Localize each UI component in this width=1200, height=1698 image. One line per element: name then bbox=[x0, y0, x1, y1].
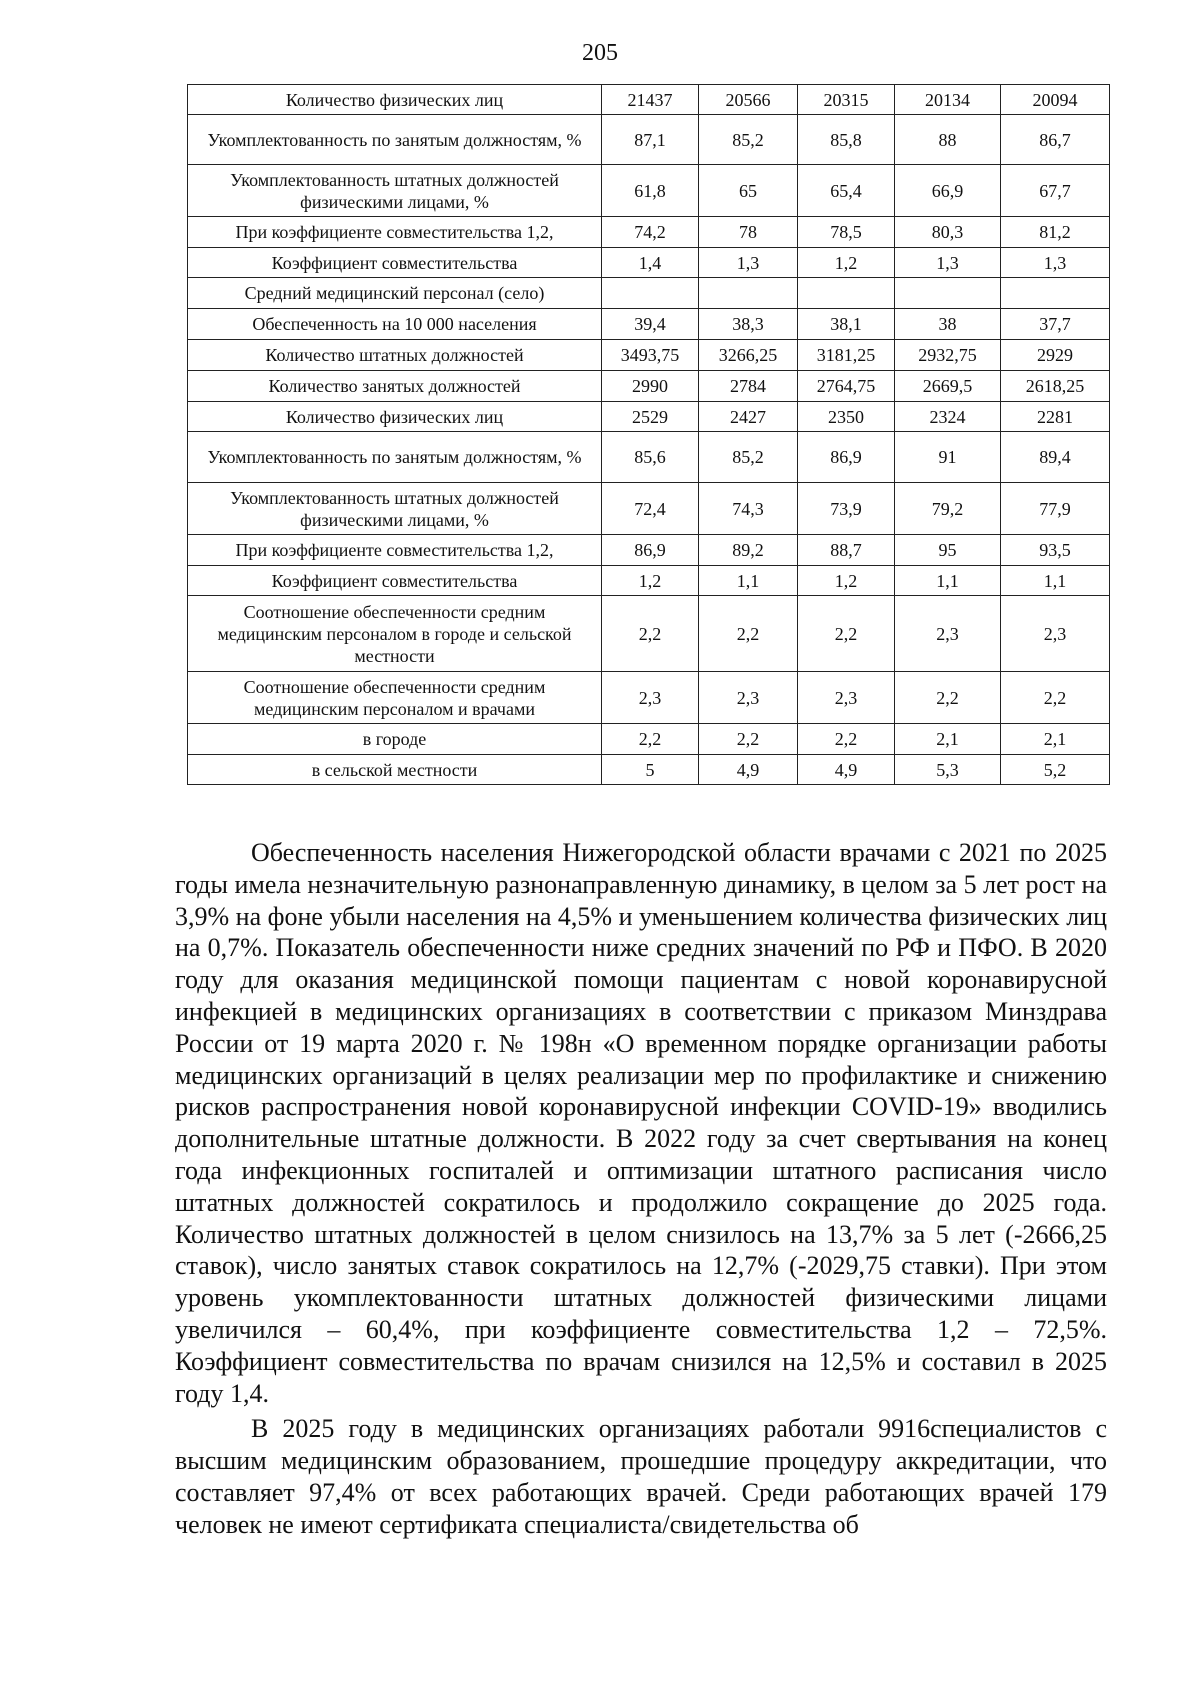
table-cell: 2618,25 bbox=[1001, 371, 1110, 402]
table-cell: 1,4 bbox=[602, 248, 699, 278]
table-cell: 2932,75 bbox=[895, 340, 1001, 371]
row-label: Укомплектованность штатных должностей физическими лицами, % bbox=[188, 165, 602, 217]
row-label: в городе bbox=[188, 724, 602, 755]
table-cell: 39,4 bbox=[602, 309, 699, 340]
table-cell: 5 bbox=[602, 755, 699, 785]
table-cell: 2,3 bbox=[602, 672, 699, 724]
row-label: Коэффициент совместительства bbox=[188, 566, 602, 596]
table-cell: 67,7 bbox=[1001, 165, 1110, 217]
table-cell: 85,2 bbox=[699, 115, 798, 165]
table-cell: 21437 bbox=[602, 85, 699, 115]
table-cell: 20134 bbox=[895, 85, 1001, 115]
table-cell: 3493,75 bbox=[602, 340, 699, 371]
table-cell: 74,3 bbox=[699, 483, 798, 535]
table-cell: 1,2 bbox=[798, 566, 895, 596]
row-label: Укомплектованность штатных должностей физическими лицами, % bbox=[188, 483, 602, 535]
table-row bbox=[188, 535, 1110, 566]
table-cell: 2764,75 bbox=[798, 371, 895, 402]
table-cell: 20315 bbox=[798, 85, 895, 115]
table-row bbox=[188, 432, 1110, 483]
table-cell: 65,4 bbox=[798, 165, 895, 217]
table-cell: 2281 bbox=[1001, 402, 1110, 432]
row-label: Укомплектованность по занятым должностям, % bbox=[188, 115, 602, 165]
table-cell: 2,3 bbox=[798, 672, 895, 724]
table-row bbox=[188, 724, 1110, 755]
table-body bbox=[188, 85, 1110, 785]
table-cell: 2324 bbox=[895, 402, 1001, 432]
table-cell: 2,3 bbox=[699, 672, 798, 724]
table-cell: 74,2 bbox=[602, 217, 699, 248]
table-cell: 80,3 bbox=[895, 217, 1001, 248]
row-label: Средний медицинский персонал (село) bbox=[188, 278, 602, 309]
table-row bbox=[188, 248, 1110, 278]
row-label: Количество физических лиц bbox=[188, 85, 602, 115]
table-cell: 2427 bbox=[699, 402, 798, 432]
table-cell: 2,3 bbox=[895, 596, 1001, 672]
row-label: При коэффициенте совместительства 1,2, bbox=[188, 535, 602, 566]
table-cell: 4,9 bbox=[798, 755, 895, 785]
table-cell: 3266,25 bbox=[699, 340, 798, 371]
table-cell: 66,9 bbox=[895, 165, 1001, 217]
table-row bbox=[188, 217, 1110, 248]
table-row bbox=[188, 755, 1110, 785]
table-cell: 2990 bbox=[602, 371, 699, 402]
row-label: Укомплектованность по занятым должностям, % bbox=[188, 432, 602, 483]
table-cell: 2,1 bbox=[895, 724, 1001, 755]
table-cell: 2784 bbox=[699, 371, 798, 402]
row-label: Количество физических лиц bbox=[188, 402, 602, 432]
table-cell: 2,2 bbox=[798, 596, 895, 672]
table-cell: 38 bbox=[895, 309, 1001, 340]
table-row bbox=[188, 309, 1110, 340]
table-cell: 86,9 bbox=[798, 432, 895, 483]
table-cell: 1,1 bbox=[1001, 566, 1110, 596]
table-row bbox=[188, 165, 1110, 217]
table-cell: 72,4 bbox=[602, 483, 699, 535]
table-cell: 95 bbox=[895, 535, 1001, 566]
table-row bbox=[188, 278, 1110, 309]
table-cell: 87,1 bbox=[602, 115, 699, 165]
table-row bbox=[188, 672, 1110, 724]
table-row bbox=[188, 596, 1110, 672]
page-number: 205 bbox=[582, 40, 618, 66]
paragraph-2: В 2025 году в медицинских организациях работали 9916специалистов с высшим медицинским образованием, прошедшие процедуру аккредитации, что составляет 97,4% от всех работающих врачей. Среди работающих врачей 179 человек не имеют сертификата специалиста/свидетельства об bbox=[175, 1414, 1107, 1539]
table-cell: 2929 bbox=[1001, 340, 1110, 371]
table-cell: 77,9 bbox=[1001, 483, 1110, 535]
table-cell bbox=[1001, 278, 1110, 309]
table-cell: 2,2 bbox=[602, 724, 699, 755]
table-cell: 81,2 bbox=[1001, 217, 1110, 248]
row-label: Количество занятых должностей bbox=[188, 371, 602, 402]
table-cell: 38,3 bbox=[699, 309, 798, 340]
table-cell: 61,8 bbox=[602, 165, 699, 217]
table-cell: 4,9 bbox=[699, 755, 798, 785]
table-row bbox=[188, 566, 1110, 596]
table-cell: 5,2 bbox=[1001, 755, 1110, 785]
table-row bbox=[188, 340, 1110, 371]
table-cell: 88,7 bbox=[798, 535, 895, 566]
table-cell: 78,5 bbox=[798, 217, 895, 248]
table-cell: 2669,5 bbox=[895, 371, 1001, 402]
table-cell bbox=[699, 278, 798, 309]
table-cell: 2,2 bbox=[798, 724, 895, 755]
body-text bbox=[175, 837, 1107, 1541]
row-label: Соотношение обеспеченности средним медицинским персоналом и врачами bbox=[188, 672, 602, 724]
table-cell: 86,9 bbox=[602, 535, 699, 566]
table-cell: 73,9 bbox=[798, 483, 895, 535]
row-label: При коэффициенте совместительства 1,2, bbox=[188, 217, 602, 248]
table-cell: 79,2 bbox=[895, 483, 1001, 535]
table-cell: 20566 bbox=[699, 85, 798, 115]
table-cell: 2,3 bbox=[1001, 596, 1110, 672]
table-cell: 2,2 bbox=[895, 672, 1001, 724]
table-cell: 91 bbox=[895, 432, 1001, 483]
staffing-table bbox=[187, 84, 1110, 785]
table-cell: 1,3 bbox=[895, 248, 1001, 278]
table-cell: 1,1 bbox=[895, 566, 1001, 596]
row-label: в сельской местности bbox=[188, 755, 602, 785]
table-cell: 20094 bbox=[1001, 85, 1110, 115]
table-cell: 38,1 bbox=[798, 309, 895, 340]
table-cell: 1,2 bbox=[602, 566, 699, 596]
table-cell: 2,2 bbox=[699, 724, 798, 755]
table-cell bbox=[895, 278, 1001, 309]
table-cell: 2,2 bbox=[1001, 672, 1110, 724]
row-label: Обеспеченность на 10 000 населения bbox=[188, 309, 602, 340]
table-cell: 2,2 bbox=[699, 596, 798, 672]
row-label: Соотношение обеспеченности средним медицинским персоналом в городе и сельской местности bbox=[188, 596, 602, 672]
table-cell: 86,7 bbox=[1001, 115, 1110, 165]
table-cell: 85,8 bbox=[798, 115, 895, 165]
row-label: Количество штатных должностей bbox=[188, 340, 602, 371]
table-cell: 93,5 bbox=[1001, 535, 1110, 566]
table-cell: 65 bbox=[699, 165, 798, 217]
table-cell: 78 bbox=[699, 217, 798, 248]
paragraph-1: Обеспеченность населения Нижегородской области врачами с 2021 по 2025 годы имела незначительную разнонаправленную динамику, в целом за 5 лет рост на 3,9% на фоне убыли населения на 4,5% и уменьшением количества физических лиц на 0,7%. Показатель обеспеченности ниже средних значений по РФ и ПФО. В 2020 году для оказания медицинской помощи пациентам с новой коронавирусной инфекцией в медицинских организациях в соответствии с приказом Минздрава России от 19 марта 2020 г. № 198н «О временном порядке организации работы медицинских организаций в целях реализации мер по профилактике и снижению рисков распространения новой коронавирусной инфекции COVID-19» вводились дополнительные штатные должности. В 2022 году за счет свертывания на конец года инфекционных госпиталей и оптимизации штатного расписания число штатных должностей сократилось и продолжило сокращение до 2025 года. Количество штатных должностей в целом снизилось на 13,7% за 5 лет (-2666,25 ставок), число занятых ставок сократилось на 12,7% (-2029,75 ставки). При этом уровень укомплектованности штатных должностей физическими лицами увеличился – 60,4%, при коэффициенте совместительства 1,2 – 72,5%. Коэффициент совместительства по врачам снизился на 12,5% и составил в 2025 году 1,4. bbox=[175, 838, 1107, 1408]
table-cell: 89,2 bbox=[699, 535, 798, 566]
table-cell: 1,2 bbox=[798, 248, 895, 278]
table-cell: 1,3 bbox=[699, 248, 798, 278]
row-label: Коэффициент совместительства bbox=[188, 248, 602, 278]
table-row bbox=[188, 115, 1110, 165]
table-cell: 2,1 bbox=[1001, 724, 1110, 755]
table-cell: 2,2 bbox=[602, 596, 699, 672]
table-cell: 2529 bbox=[602, 402, 699, 432]
table-cell: 3181,25 bbox=[798, 340, 895, 371]
table-cell: 88 bbox=[895, 115, 1001, 165]
table-cell: 1,3 bbox=[1001, 248, 1110, 278]
table-cell: 85,2 bbox=[699, 432, 798, 483]
table-row bbox=[188, 483, 1110, 535]
table-cell: 1,1 bbox=[699, 566, 798, 596]
table-row bbox=[188, 85, 1110, 115]
table-row bbox=[188, 371, 1110, 402]
table-cell: 2350 bbox=[798, 402, 895, 432]
table-cell bbox=[602, 278, 699, 309]
table-cell bbox=[798, 278, 895, 309]
table-row bbox=[188, 402, 1110, 432]
table-cell: 89,4 bbox=[1001, 432, 1110, 483]
table-cell: 5,3 bbox=[895, 755, 1001, 785]
table-cell: 85,6 bbox=[602, 432, 699, 483]
table-cell: 37,7 bbox=[1001, 309, 1110, 340]
